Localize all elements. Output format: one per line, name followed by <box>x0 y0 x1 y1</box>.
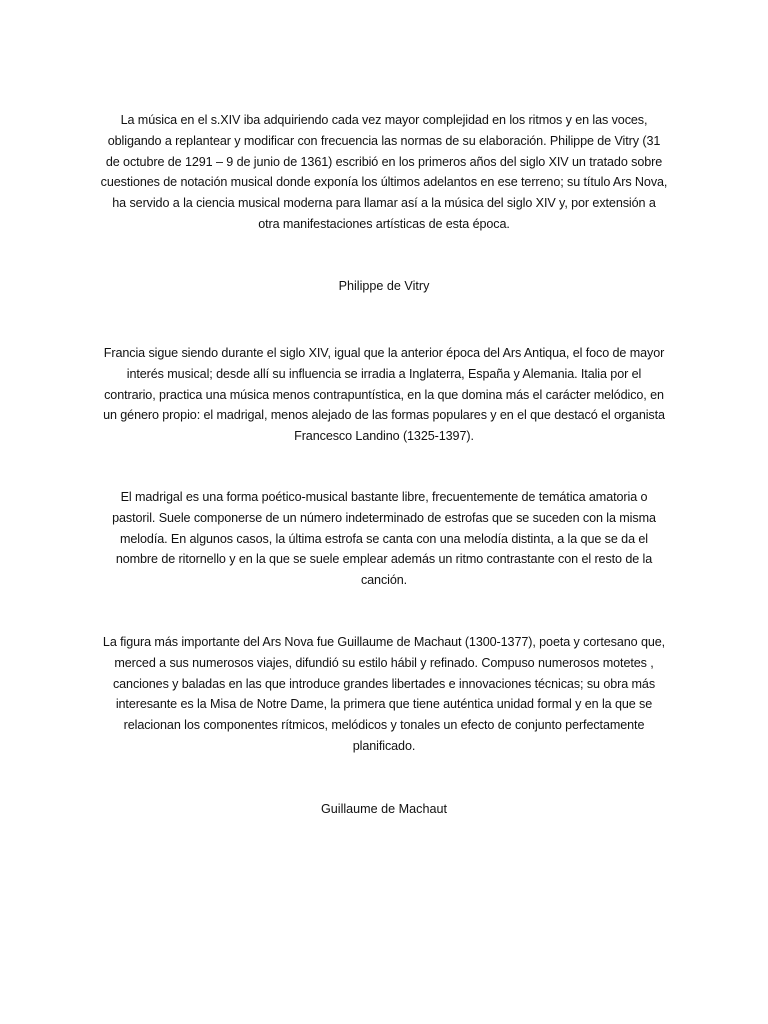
paragraph-machaut: La figura más importante del Ars Nova fue Guillaume de Machaut (1300-1377), poeta y cortesano que, merced a sus numerosos viajes, difundió su estilo hábil y refinado. Compuso numerosos motetes , canciones y baladas en las que introduce grandes libertades e innovaciones técnicas; su obra más interesante es la Misa de Notre Dame, la primera que tiene auténtica unidad formal y en la que se relacionan los componentes rítmicos, melódicos y tonales un efecto de conjunto perfectamente planificado. <box>102 635 666 753</box>
caption-guillaume-de-machaut: Guillaume de Machaut <box>320 802 447 816</box>
caption-philippe-de-vitry: Philippe de Vitry <box>338 279 430 293</box>
paragraph-ars-nova-intro: La música en el s.XIV iba adquiriendo cada vez mayor complejidad en los ritmos y en las voces, obligando a replantear y modificar con frecuencia las normas de su elaboración. Philippe de Vitry (31 de octubre de 1291 – 9 de junio de 1361) escribió en los primeros años del siglo XIV un tratado sobre cuestiones de notación musical donde exponía los últimos adelantos en ese terreno; su título Ars Nova, ha servido a la ciencia musical moderna para llamar así a la música del siglo XIV y, por extensión a otra manifestaciones artísticas de esta época. <box>100 113 668 231</box>
paragraph-madrigal: El madrigal es una forma poético-musical bastante libre, frecuentemente de temática amatoria o pastoril. Suele componerse de un número indeterminado de estrofas que se suceden con la misma melodía. En algunos casos, la última estrofa se canta con una melodía distinta, a la que se da el nombre de ritornello y en la que se suele emplear además un ritmo contrastante con el resto de la canción. <box>112 490 656 588</box>
paragraph-francia-italia: Francia sigue siendo durante el siglo XIV, igual que la anterior época del Ars Antiqua, el foco de mayor interés musical; desde allí su influencia se irradia a Inglaterra, España y Alemania. Italia por el contrario, practica una música menos contrapuntística, en la que domina más el carácter melódico, en un género propio: el madrigal, menos alejado de las formas populares y en el que destacó el organista Francesco Landino (1325-1397). <box>103 346 665 444</box>
